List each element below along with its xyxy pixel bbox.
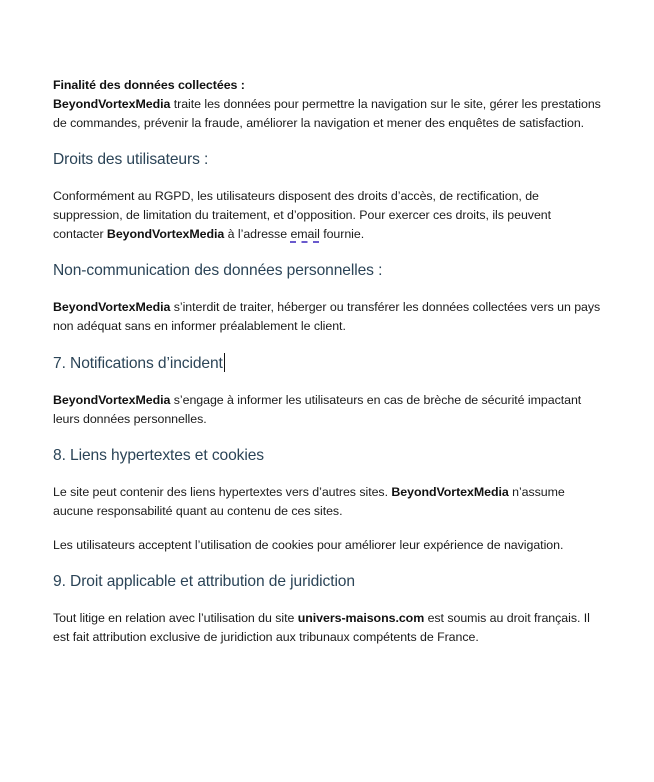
heading-droits: Droits des utilisateurs :: [53, 151, 209, 168]
company-name: BeyondVortexMedia: [106, 227, 225, 241]
heading-liens-cookies: 8. Liens hypertextes et cookies: [53, 447, 265, 464]
droit-applicable-text-after: est soumis au droit français. Il est fait attribution exclusive de juridiction aux tribunaux compétents de France.: [53, 611, 590, 644]
droits-text-before: Conformément au RGPD, les utilisateurs disposent des droits d’accès, de rectification, de suppression, de limitation du traitement, et d’opposition. Pour exercer ces droits, ils peuvent contacter: [53, 189, 552, 241]
company-name: BeyondVortexMedia: [391, 485, 509, 499]
liens-text-before: Le site peut contenir des liens hypertextes vers d’autres sites.: [53, 485, 392, 499]
text-cursor: [224, 353, 225, 372]
notifications-paragraph: [53, 391, 604, 429]
droit-applicable-paragraph: [53, 609, 604, 647]
spellcheck-flagged-word[interactable]: email: [290, 227, 320, 241]
heading-non-communication: Non-communication des données personnelles :: [53, 262, 383, 279]
heading-notifications-incident[interactable]: [53, 353, 604, 374]
finalite-title: Finalité des données collectées :: [53, 78, 245, 92]
company-name: BeyondVortexMedia: [53, 300, 171, 314]
liens-paragraph: [53, 483, 604, 521]
company-name: BeyondVortexMedia: [53, 97, 171, 111]
heading-notifications-text: 7. Notifications d’incident: [53, 355, 223, 372]
non-communication-text: s’interdit de traiter, héberger ou transférer les données collectées vers un pays non adéquat sans en informer préalablement le client.: [53, 300, 601, 333]
company-name: BeyondVortexMedia: [53, 393, 171, 407]
finalite-paragraph: [53, 76, 604, 133]
liens-text-after: n’assume aucune responsabilité quant au contenu de ces sites.: [53, 485, 565, 518]
notifications-text: s’engage à informer les utilisateurs en cas de brèche de sécurité impactant leurs données personnelles.: [53, 393, 582, 426]
site-name: univers-maisons.com: [297, 611, 425, 625]
non-communication-paragraph: [53, 298, 604, 336]
droits-text-mid: à l’adresse: [224, 227, 291, 241]
droits-text-after: fournie.: [319, 227, 365, 241]
droit-applicable-text-before: Tout litige en relation avec l’utilisation du site: [53, 611, 298, 625]
droits-paragraph: [53, 187, 604, 244]
cookies-paragraph: Les utilisateurs acceptent l’utilisation de cookies pour améliorer leur expérience de navigation.: [53, 538, 564, 552]
finalite-text: traite les données pour permettre la navigation sur le site, gérer les prestations de commandes, prévenir la fraude, améliorer la navigation et mener des enquêtes de satisfaction.: [53, 97, 601, 130]
heading-droit-applicable: 9. Droit applicable et attribution de juridiction: [53, 573, 355, 590]
